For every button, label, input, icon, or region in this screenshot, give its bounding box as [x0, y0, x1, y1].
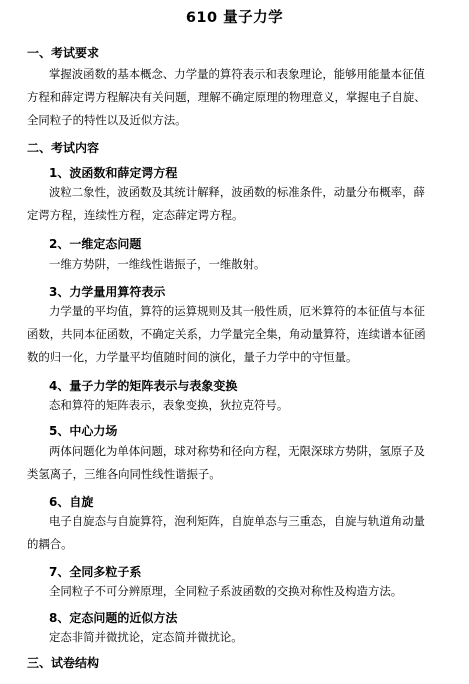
- paragraph-line: 波粒二象性，波函数及其统计解释，波函数的标准条件，动量分布概率，薛: [49, 185, 425, 199]
- paragraph-line: 掌握波函数的基本概念、力学量的算符表示和表象理论，能够用能量本征值: [49, 67, 425, 81]
- subsection-heading-2: 2、一维定态问题: [49, 237, 142, 251]
- paragraph-line: 定态非简并微扰论，定态简并微扰论。: [49, 630, 243, 644]
- paragraph-line: 电子自旋态与自旋算符，泡利矩阵，自旋单态与三重态，自旋与轨道角动量: [49, 514, 425, 528]
- paragraph-line: 定谔方程，连续性方程，定态薛定谔方程。: [27, 208, 244, 222]
- paragraph-line: 的耦合。: [27, 537, 73, 551]
- paragraph-line: 全同粒子的特性以及近似方法。: [27, 113, 187, 127]
- requirements-paragraph: [27, 63, 441, 132]
- subsection-heading-8: 8、定态问题的近似方法: [49, 611, 178, 625]
- subsection-paragraph-2: [27, 253, 441, 276]
- paragraph-line: 类氢离子，三维各向同性线性谐振子。: [27, 467, 221, 481]
- section-heading-structure: 三、试卷结构: [27, 656, 100, 670]
- paragraph-line: 力学量的平均值，算符的运算规则及其一般性质，厄米算符的本征值与本征: [49, 304, 425, 318]
- subsection-paragraph-3: [27, 300, 441, 369]
- subsection-paragraph-1: [27, 181, 441, 227]
- section-heading-content: 二、考试内容: [27, 141, 100, 155]
- subsection-paragraph-6: [27, 510, 441, 556]
- subsection-heading-6: 6、自旋: [49, 495, 94, 509]
- paragraph-line: 一维方势阱，一维线性谐振子，一维散射。: [49, 257, 266, 271]
- paragraph-line: 态和算符的矩阵表示，表象变换，狄拉克符号。: [49, 398, 289, 412]
- paragraph-line: 数的归一化，力学量平均值随时间的演化，量子力学中的守恒量。: [27, 350, 358, 364]
- paragraph-line: 方程和薛定谔方程解决有关问题，理解不确定原理的物理意义，掌握电子自旋、: [27, 90, 426, 104]
- subsection-heading-1: 1、波函数和薛定谔方程: [49, 166, 178, 180]
- page-title: 610 量子力学: [185, 10, 284, 26]
- subsection-heading-5: 5、中心力场: [49, 424, 118, 438]
- subsection-heading-7: 7、全同多粒子系: [49, 565, 142, 579]
- section-heading-requirements: 一、考试要求: [27, 46, 100, 60]
- subsection-paragraph-8: [27, 626, 441, 649]
- subsection-paragraph-4: [27, 394, 441, 417]
- paragraph-line: 两体问题化为单体问题，球对称势和径向方程，无限深球方势阱，氢原子及: [49, 444, 425, 458]
- subsection-heading-3: 3、力学量用算符表示: [49, 285, 166, 299]
- paragraph-line: 全同粒子不可分辨原理，全同粒子系波函数的交换对称性及构造方法。: [49, 584, 403, 598]
- subsection-paragraph-5: [27, 440, 441, 486]
- paragraph-line: 函数，共同本征函数，不确定关系，力学量完全集，角动量算符，连续谱本征函: [27, 327, 426, 341]
- subsection-paragraph-7: [27, 580, 441, 603]
- subsection-heading-4: 4、量子力学的矩阵表示与表象变换: [49, 379, 238, 393]
